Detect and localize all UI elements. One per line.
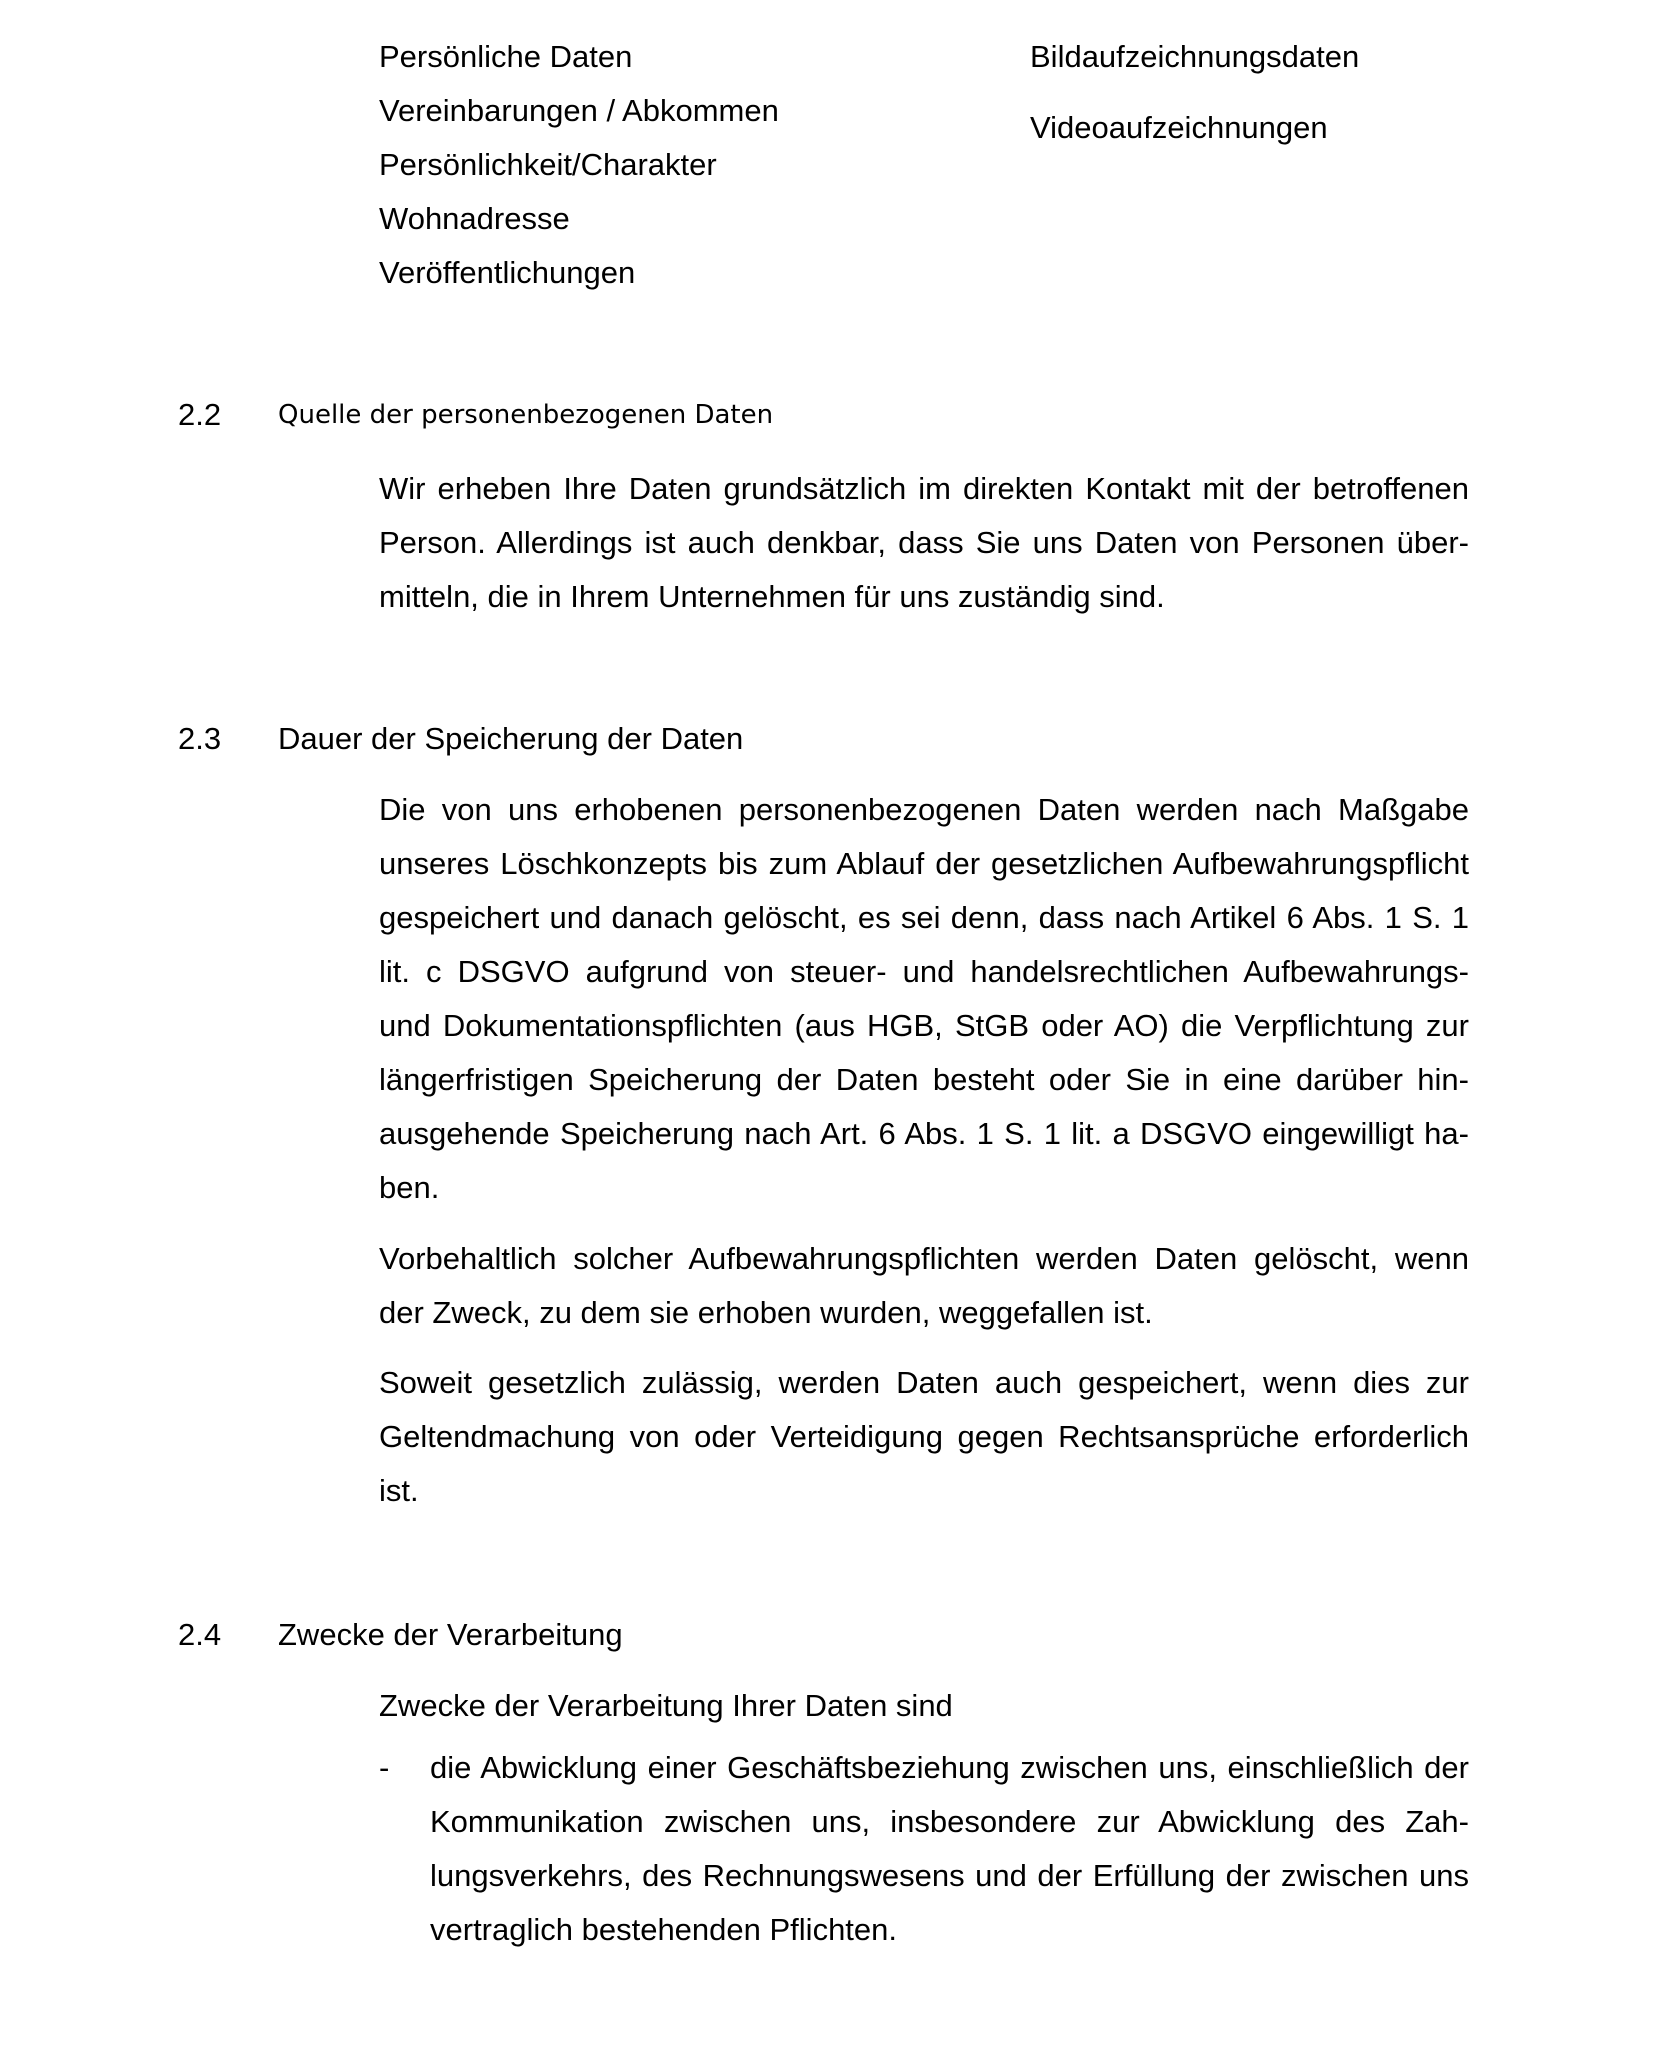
bullet-marker: - <box>379 1750 390 1785</box>
section-paragraph: Soweit gesetzlich zulässig, werden Daten auch gespeichert, wenn dies zur Geltendmachung von oder Verteidigung gegen Rechtsansprüche erforderlich ist. <box>379 1365 1469 1508</box>
list-item: Persönlichkeit/Charakter <box>379 147 717 182</box>
list-item: Videoaufzeichnungen <box>1030 110 1328 145</box>
bullet-item: die Abwicklung einer Geschäftsbeziehung zwischen uns, einschließlich der Kommunikation zwischen uns, insbesondere zur Abwicklung des Zahlungsverkehrs, des Rechnungswesens und der Erfüllung der zwischen uns vertraglich bestehenden Pflichten. <box>430 1750 1469 1947</box>
list-item: Wohnadresse <box>379 201 570 236</box>
section-title: Dauer der Speicherung der Daten <box>278 721 744 756</box>
section-title: Zwecke der Verarbeitung <box>278 1617 623 1652</box>
section-number: 2.2 <box>178 397 222 432</box>
section-paragraph: Wir erheben Ihre Daten grundsätzlich im direkten Kontakt mit der betroffenen Person. Allerdings ist auch denkbar, dass Sie uns Daten von Personen übermitteln, die in Ihrem Unternehmen für uns zuständig sind. <box>379 471 1469 614</box>
section-paragraph: Die von uns erhobenen personenbezogenen Daten werden nach Maßgabe unseres Löschkonzepts bis zum Ablauf der gesetzlichen Aufbewahrungspflicht gespeichert und danach gelöscht, es sei denn, dass nach Artikel 6 Abs. 1 S. 1 lit. c DSGVO aufgrund von steuer- und handelsrechtlichen Aufbewahrungs- und Dokumentationspflichten (aus HGB, StGB oder AO) die Verpflichtung zur längerfristigen Speicherung der Daten besteht oder Sie in eine darüber hinausgehende Speicherung nach Art. 6 Abs. 1 S. 1 lit. a DSGVO eingewilligt haben. <box>379 792 1469 1205</box>
section-number: 2.3 <box>178 721 222 756</box>
section-number: 2.4 <box>178 1617 222 1652</box>
data-category-list-left <box>379 30 779 300</box>
list-item: Bildaufzeichnungsdaten <box>1030 39 1360 74</box>
data-category-list-right <box>1030 30 1359 155</box>
section-intro: Zwecke der Verarbeitung Ihrer Daten sind <box>379 1688 953 1723</box>
list-item: Persönliche Daten <box>379 39 633 74</box>
section-title: Quelle der personenbezogenen Daten <box>278 400 774 430</box>
list-item: Veröffentlichungen <box>379 255 636 290</box>
list-item: Vereinbarungen / Abkommen <box>379 93 779 128</box>
section-paragraph: Vorbehaltlich solcher Aufbewahrungspflichten werden Daten gelöscht, wenn der Zweck, zu dem sie erhoben wurden, weggefallen ist. <box>379 1241 1469 1330</box>
